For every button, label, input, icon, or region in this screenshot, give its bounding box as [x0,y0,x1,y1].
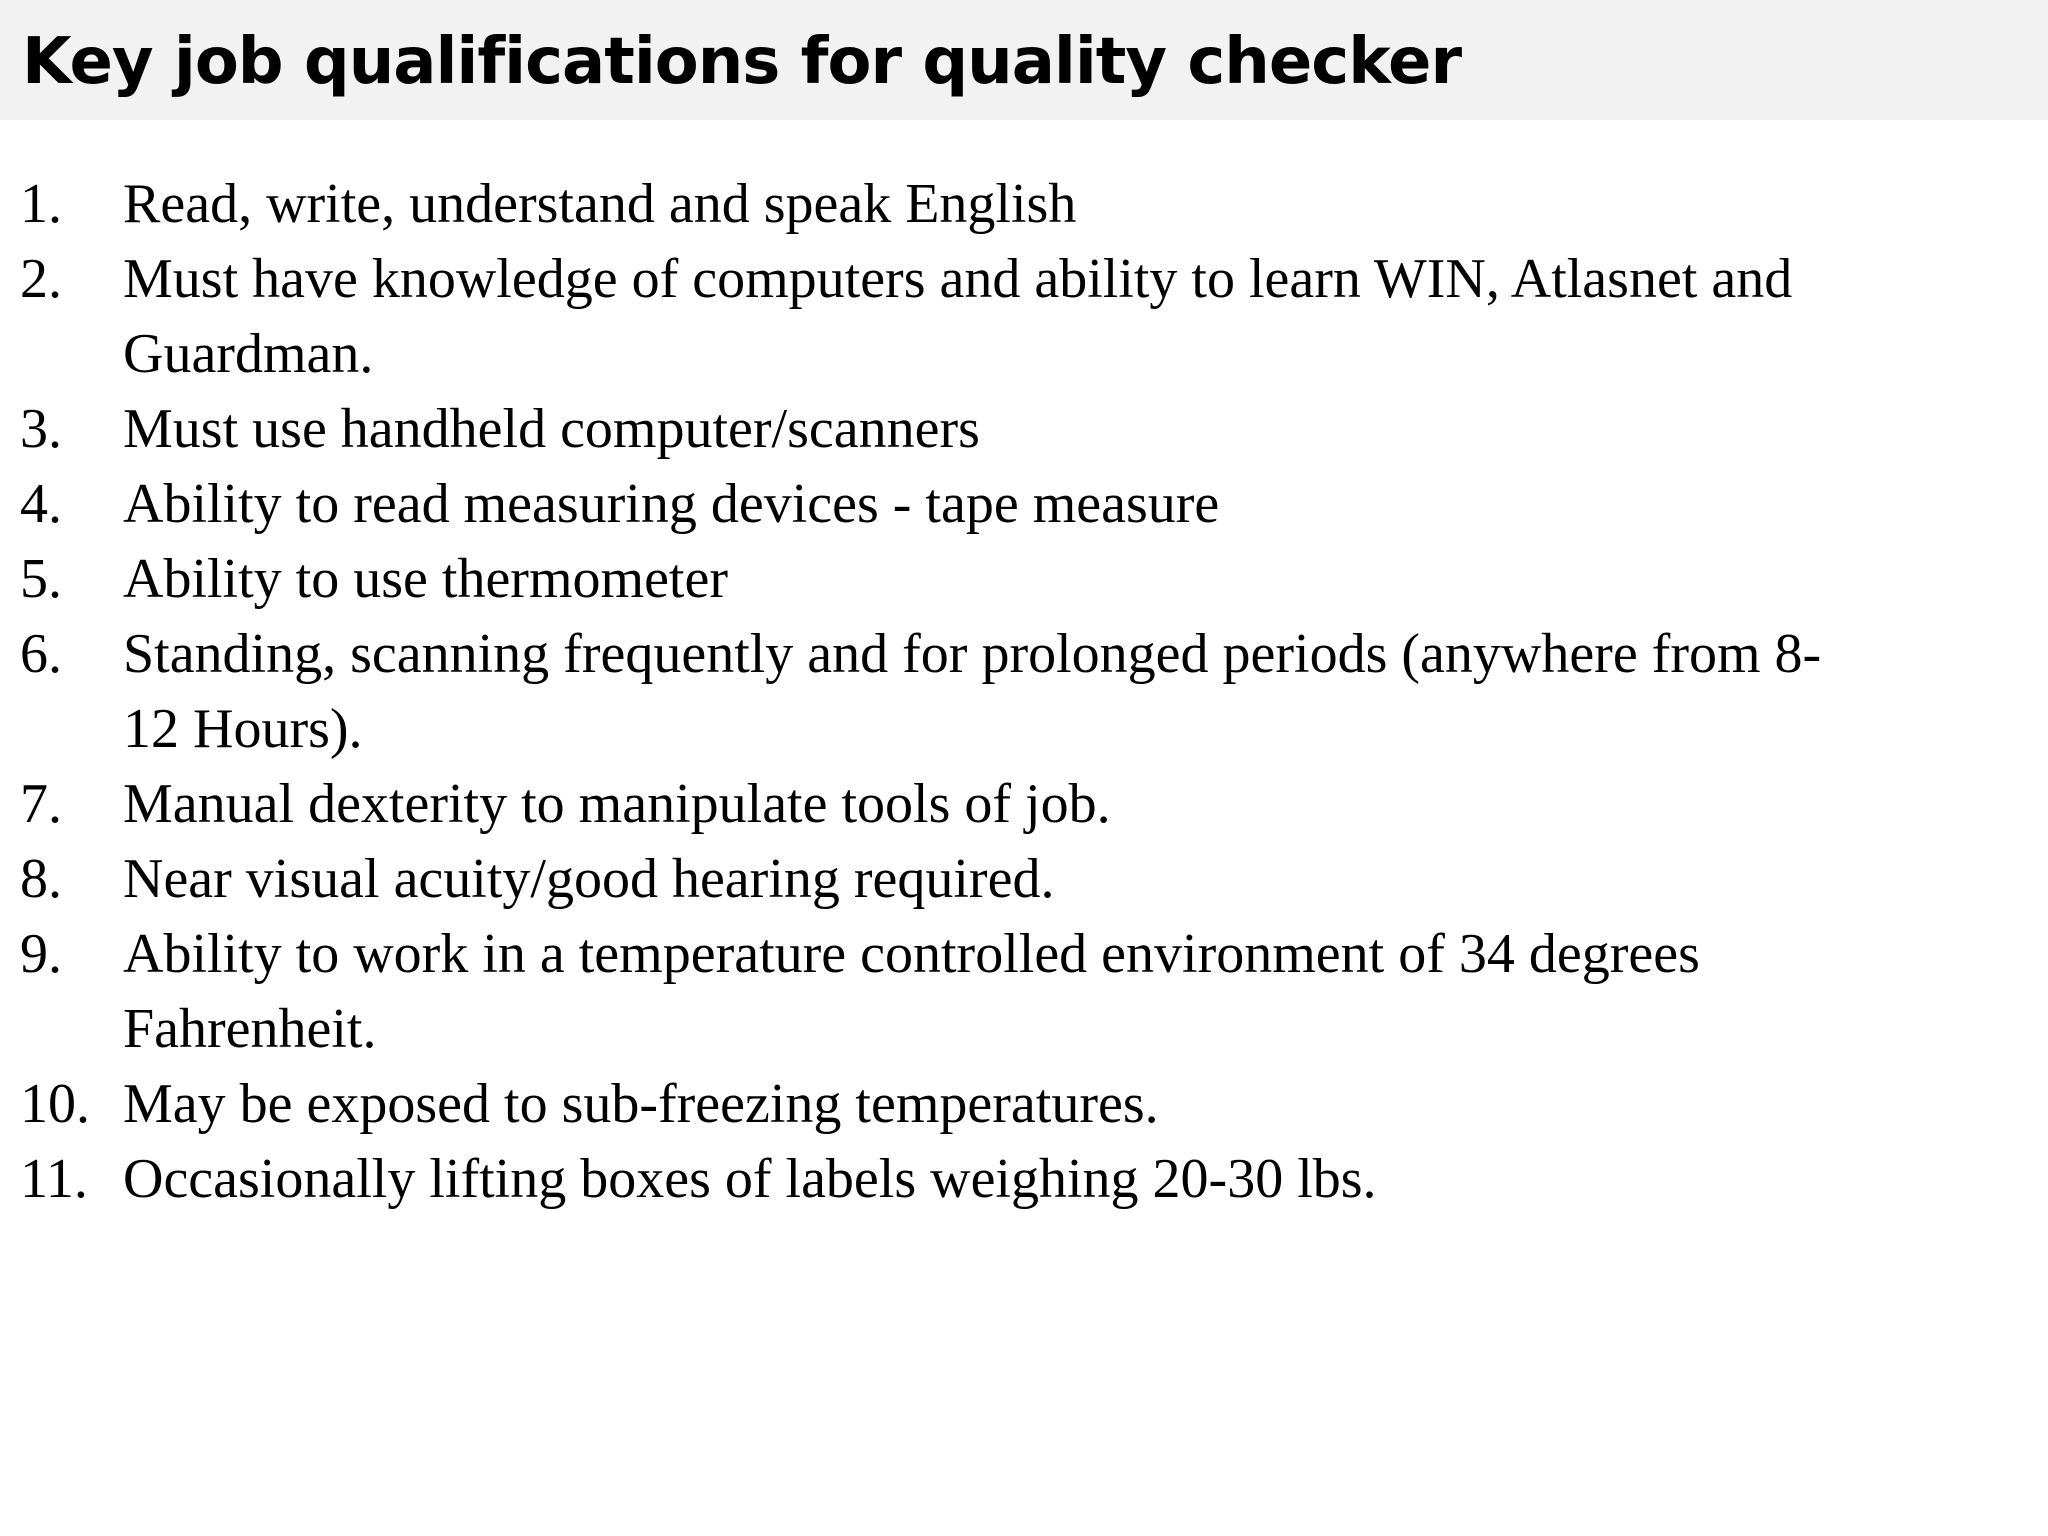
item-text [123,917,2030,1067]
qualification-item [20,1142,2030,1217]
item-text [123,1067,2030,1142]
item-text-line: Ability to work in a temperature controlled environment of 34 degrees [123,923,1700,985]
item-number: 1. [20,173,62,235]
item-number: 9. [20,923,62,985]
item-text-line: Ability to read measuring devices - tape measure [123,473,1220,535]
item-number: 2. [20,248,62,310]
qualification-item [20,917,2030,1067]
item-number: 4. [20,473,62,535]
item-text-line: Read, write, understand and speak English [123,173,1077,235]
title-band [0,0,2048,120]
item-text [123,167,2030,242]
page-title: Key job qualifications for quality checker [22,25,1461,99]
item-text-line: Near visual acuity/good hearing required. [123,848,1055,910]
qualification-item [20,242,2030,392]
qualification-item [20,1067,2030,1142]
qualification-item [20,842,2030,917]
item-text-line: Ability to use thermometer [123,548,728,610]
item-number: 5. [20,548,62,610]
qualification-item [20,617,2030,767]
qualification-item [20,392,2030,467]
item-number: 10. [20,1073,90,1135]
item-text [123,242,2030,392]
qualifications-list [20,167,2030,1217]
qualification-item [20,167,2030,242]
item-text-line: Must have knowledge of computers and ability to learn WIN, Atlasnet and [123,248,1793,310]
item-number: 7. [20,773,62,835]
item-text [123,842,2030,917]
item-text [123,542,2030,617]
item-text [123,767,2030,842]
item-text [123,1142,2030,1217]
item-number: 6. [20,623,62,685]
item-text [123,392,2030,467]
item-number: 3. [20,398,62,460]
item-text-line: 12 Hours). [123,698,363,760]
item-text [123,467,2030,542]
item-text-line: Occasionally lifting boxes of labels weighing 20-30 lbs. [123,1148,1377,1210]
item-text-line: May be exposed to sub-freezing temperatures. [123,1073,1159,1135]
item-text-line: Guardman. [123,323,374,385]
qualification-item [20,767,2030,842]
item-number: 11. [20,1148,88,1210]
item-text-line: Must use handheld computer/scanners [123,398,980,460]
qualification-item [20,542,2030,617]
item-text [123,617,2030,767]
item-text-line: Fahrenheit. [123,998,377,1060]
qualification-item [20,467,2030,542]
item-text-line: Standing, scanning frequently and for prolonged periods (anywhere from 8- [123,623,1822,685]
item-text-line: Manual dexterity to manipulate tools of job. [123,773,1111,835]
item-number: 8. [20,848,62,910]
